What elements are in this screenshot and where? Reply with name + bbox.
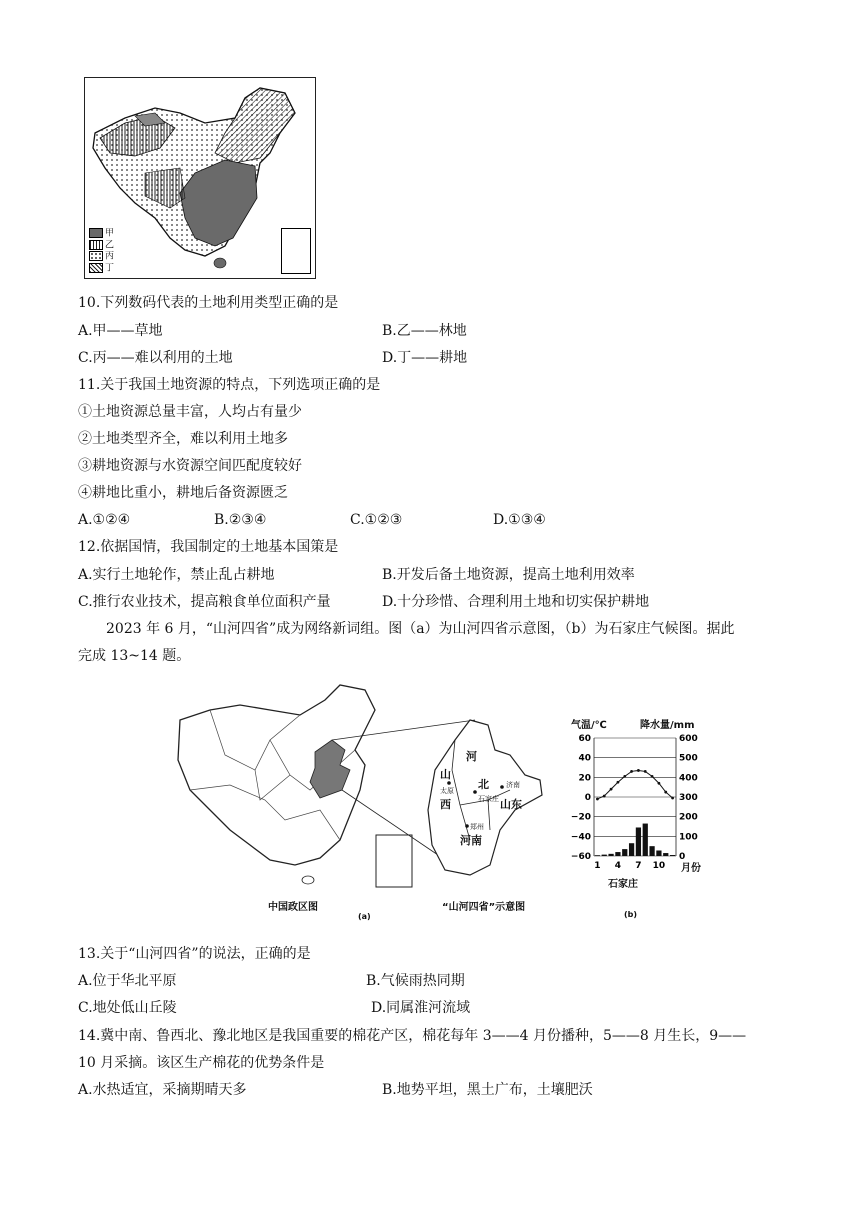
legend-label: 乙 xyxy=(105,240,115,250)
temperature-tick-label: 20 xyxy=(578,773,591,784)
x-tick-label: 1 xyxy=(594,861,601,871)
temperature-tick-label: −40 xyxy=(570,832,591,843)
precipitation-axis-label: 降水量/mm xyxy=(640,720,695,731)
q11-item-1: ①土地资源总量丰富，人均占有量少 xyxy=(78,404,302,420)
province-label: 山东 xyxy=(500,798,522,811)
temperature-point xyxy=(664,791,667,794)
q12-option-d: D.十分珍惜、合理利用土地和切实保护耕地 xyxy=(382,594,650,610)
q10-stem: 10.下列数码代表的土地利用类型正确的是 xyxy=(78,295,339,311)
map-legend xyxy=(89,228,114,274)
temperature-point xyxy=(596,798,599,801)
precipitation-bar xyxy=(656,850,661,856)
temperature-point xyxy=(644,770,647,773)
x-tick-label: 7 xyxy=(635,861,642,871)
temperature-axis-label: 气温/℃ xyxy=(571,720,607,731)
q13-option-a: A.位于华北平原 xyxy=(78,973,177,989)
climate-chart-svg xyxy=(570,716,705,926)
temperature-point xyxy=(651,775,654,778)
province-label: 北 xyxy=(478,778,489,791)
q13-option-c: C.地处低山丘陵 xyxy=(78,1000,177,1016)
q13-option-b: B.气候雨热同期 xyxy=(366,973,465,989)
precipitation-tick-label: 400 xyxy=(679,773,698,784)
province-label: 西 xyxy=(440,798,451,811)
q11-stem: 11.关于我国土地资源的特点，下列选项正确的是 xyxy=(78,377,381,393)
q13-option-d: D.同属淮河流域 xyxy=(371,1000,471,1016)
temperature-tick-label: 40 xyxy=(578,753,591,764)
temperature-point xyxy=(630,770,633,773)
q12-option-a: A.实行土地轮作，禁止乱占耕地 xyxy=(78,567,275,583)
temperature-point xyxy=(623,775,626,778)
q11-item-2: ②土地类型齐全，难以利用土地多 xyxy=(78,431,288,447)
precipitation-bar xyxy=(615,852,620,856)
precipitation-tick-label: 100 xyxy=(679,832,698,843)
q11-option-a: A.①②④ xyxy=(78,512,131,528)
q11-item-4: ④耕地比重小，耕地后备资源匮乏 xyxy=(78,485,288,501)
q10-option-c: C.丙——难以利用的土地 xyxy=(78,350,233,366)
q12-option-b: B.开发后备土地资源，提高土地利用效率 xyxy=(382,567,635,583)
x-axis-label: 月份 xyxy=(681,863,701,874)
temperature-line xyxy=(597,770,672,799)
temperature-point xyxy=(617,781,620,784)
legend-item xyxy=(89,251,114,263)
city-label: 太原 xyxy=(440,787,454,795)
precipitation-tick-label: 300 xyxy=(679,793,698,803)
shanhe-figure xyxy=(170,680,570,920)
province-label: 河南 xyxy=(460,834,482,847)
figure-label-b: (b) xyxy=(624,910,638,919)
legend-item xyxy=(89,240,114,252)
precipitation-tick-label: 200 xyxy=(679,812,698,823)
precipitation-tick-label: 500 xyxy=(679,753,698,764)
land-use-map xyxy=(84,77,316,279)
q10-option-b: B.乙——林地 xyxy=(382,323,467,339)
precipitation-bar xyxy=(602,855,607,856)
precipitation-bar xyxy=(608,854,613,856)
figure-label-a: (a) xyxy=(358,912,371,921)
q10-option-d: D.丁——耕地 xyxy=(382,350,468,366)
temperature-point xyxy=(637,769,640,772)
city-label: 济南 xyxy=(506,781,520,789)
q11-option-d: D.①③④ xyxy=(493,512,546,528)
temperature-tick-label: −60 xyxy=(570,852,591,862)
province-label: 河 xyxy=(466,750,477,763)
precipitation-bar xyxy=(636,827,641,856)
intro-line-2: 完成 13~14 题。 xyxy=(78,648,191,664)
precipitation-bar xyxy=(670,855,675,856)
climate-chart xyxy=(570,716,705,926)
q14-stem-line-1: 14.冀中南、鲁西北、豫北地区是我国重要的棉花产区，棉花每年 3——4 月份播种，5——8 月生长，9—— xyxy=(78,1028,747,1044)
q14-option-a: A.水热适宜，采摘期晴天多 xyxy=(78,1082,247,1098)
precipitation-tick-label: 0 xyxy=(679,852,686,862)
q11-option-b: B.②③④ xyxy=(214,512,267,528)
legend-item xyxy=(89,228,114,240)
temperature-point xyxy=(610,788,613,791)
chart-title: 石家庄 xyxy=(608,879,638,890)
q13-stem: 13.关于“山河四省”的说法，正确的是 xyxy=(78,946,311,962)
legend-label: 丁 xyxy=(105,263,115,273)
south-china-sea-inset xyxy=(281,228,311,274)
shanhe-map-caption: “山河四省”示意图 xyxy=(442,902,526,913)
q10-option-a: A.甲——草地 xyxy=(78,323,163,339)
temperature-point xyxy=(603,795,606,798)
q11-option-c: C.①②③ xyxy=(350,512,403,528)
x-tick-label: 10 xyxy=(652,861,666,871)
temperature-tick-label: 0 xyxy=(584,793,591,803)
legend-label: 丙 xyxy=(105,251,115,262)
temperature-point xyxy=(658,782,661,785)
q11-item-3: ③耕地资源与水资源空间匹配度较好 xyxy=(78,458,302,474)
city-label: 石家庄 xyxy=(478,795,499,803)
q14-stem-line-2: 10 月采摘。该区生产棉花的优势条件是 xyxy=(78,1055,325,1071)
q14-option-b: B.地势平坦，黑土广布，土壤肥沃 xyxy=(382,1082,593,1098)
legend-item xyxy=(89,263,114,275)
precipitation-bar xyxy=(663,853,668,856)
temperature-point xyxy=(671,797,674,800)
temperature-tick-label: 60 xyxy=(578,734,591,744)
temperature-tick-label: −20 xyxy=(570,812,591,823)
q12-stem: 12.依据国情，我国制定的土地基本国策是 xyxy=(78,539,339,555)
q12-option-c: C.推行农业技术，提高粮食单位面积产量 xyxy=(78,594,331,610)
province-label: 山 xyxy=(440,768,451,781)
intro-line-1: 2023 年 6 月，“山河四省”成为网络新词组。图（a）为山河四省示意图，（b）为石家庄气候图。据此 xyxy=(106,621,735,637)
precipitation-bar xyxy=(595,855,600,856)
city-label: 郑州 xyxy=(470,823,484,831)
precipitation-bar xyxy=(649,846,654,856)
precipitation-bar xyxy=(622,849,627,856)
x-tick-label: 4 xyxy=(614,861,622,871)
precipitation-bar xyxy=(643,824,648,856)
china-map-caption: 中国政区图 xyxy=(268,902,318,913)
precipitation-tick-label: 600 xyxy=(679,734,698,744)
precipitation-bar xyxy=(629,843,634,856)
legend-label: 甲 xyxy=(105,228,115,239)
